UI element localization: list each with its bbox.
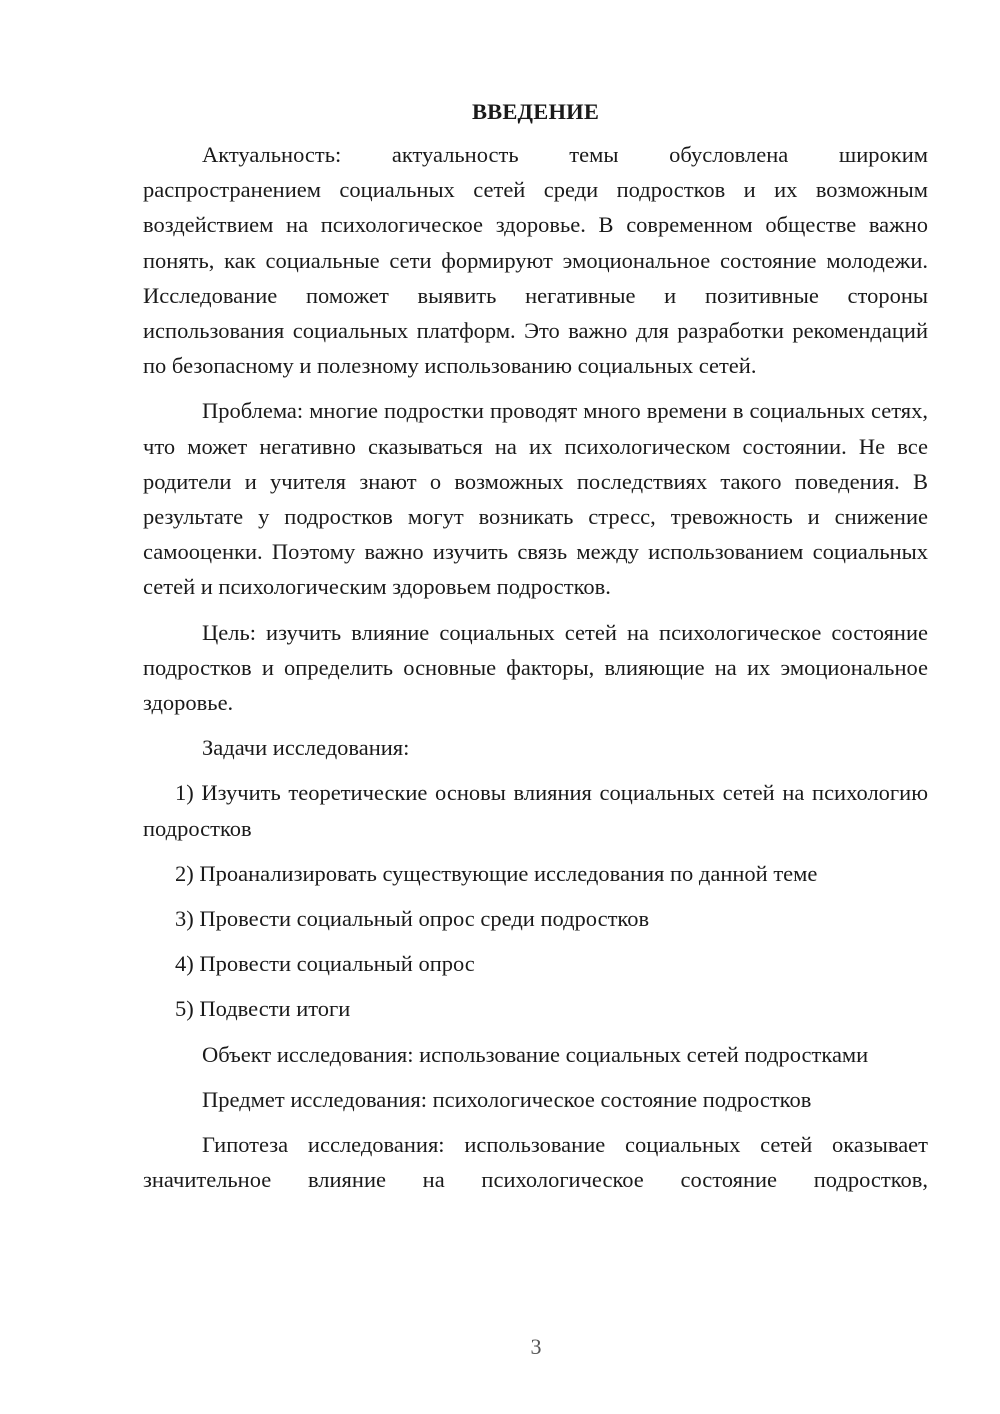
task-item-4: 4) Провести социальный опрос xyxy=(175,951,475,977)
tasks-title: Задачи исследования: xyxy=(202,735,410,761)
task-item-2: 2) Проанализировать существующие исследования по данной теме xyxy=(175,860,818,886)
hypothesis-paragraph: Гипотеза исследования: использование социальных сетей оказывает значительное влияние на психологическое состояние подростков, xyxy=(143,1132,928,1193)
goal-paragraph: Цель: изучить влияние социальных сетей на психологическое состояние подростков и определить основные факторы, влияющие на их эмоциональное здоровье. xyxy=(143,619,928,716)
section-heading: ВВЕДЕНИЕ xyxy=(471,99,600,124)
task-item-3: 3) Провести социальный опрос среди подростков xyxy=(175,906,650,932)
task-item-5: 5) Подвести итоги xyxy=(175,996,351,1022)
page-content xyxy=(143,96,928,1207)
object-paragraph: Объект исследования: использование социальных сетей подростками xyxy=(202,1041,869,1067)
task-item-1: 1) Изучить теоретические основы влияния социальных сетей на психологию подростков xyxy=(143,780,928,841)
page-number: 3 xyxy=(530,1334,542,1359)
subject-paragraph: Предмет исследования: психологическое состояние подростков xyxy=(202,1086,812,1112)
problem-paragraph: Проблема: многие подростки проводят много времени в социальных сетях, что может негативно сказываться на их психологическом состоянии. Не все родители и учителя знают о возможных последствиях такого поведения. В результате у подростков могут возникать стресс, тревожность и снижение самооценки. Поэтому важно изучить связь между использованием социальных сетей и психологическим здоровьем подростков. xyxy=(143,398,928,600)
actuality-paragraph: Актуальность: актуальность темы обусловлена широким распространением социальных сетей среди подростков и их возможным воздействием на психологическое здоровье. В современном обществе важно понять, как социальные сети формируют эмоциональное состояние молодежи. Исследование поможет выявить негативные и позитивные стороны использования социальных платформ. Это важно для разработки рекомендаций по безопасному и полезному использованию социальных сетей. xyxy=(143,142,928,379)
